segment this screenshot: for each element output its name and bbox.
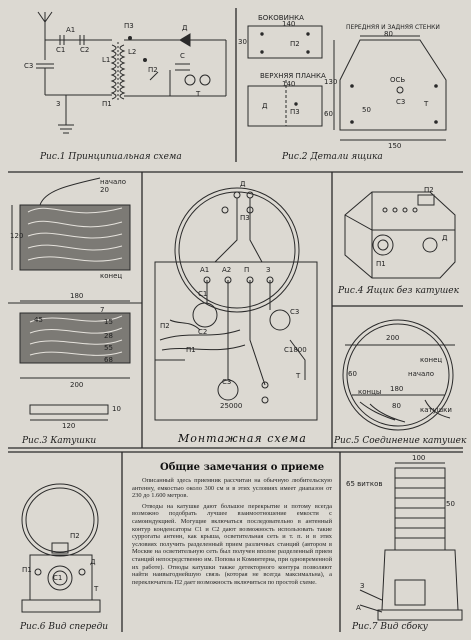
fig6-label-p2: П2 xyxy=(70,532,80,540)
fig4-label-p1: П1 xyxy=(376,260,386,268)
montage-label-p1: П1 xyxy=(186,346,196,354)
montage-label-c1: C1 xyxy=(198,290,208,298)
fig2-dim-60: 60 xyxy=(324,110,333,118)
fig5-dim-60: 60 xyxy=(348,370,357,378)
montage-label-p3: П3 xyxy=(240,214,250,222)
fig6-label-p1: П1 xyxy=(22,566,32,574)
fig5-label-end2: концы xyxy=(358,388,382,396)
fig1-label-a: А1 xyxy=(66,26,76,34)
fig6-label-t: Т xyxy=(94,585,99,593)
fig1-label-t: Т xyxy=(196,90,201,98)
fig1-label-l2: L2 xyxy=(128,48,137,56)
fig5-caption: Рис.5 Соединение катушек xyxy=(334,436,467,446)
fig2-label-top: ВЕРХНЯЯ ПЛАНКА xyxy=(260,72,326,80)
montage-label-d: Д xyxy=(240,180,246,188)
fig3-label-28: 28 xyxy=(104,332,113,340)
fig2-label-axis: ОСЬ xyxy=(390,76,406,84)
montage-caption: Монтажная схема xyxy=(178,432,307,445)
fig2-dim-50: 50 xyxy=(362,106,371,114)
fig5-label-start: начало xyxy=(408,370,435,378)
fig3-label-7: 7 xyxy=(100,306,105,314)
fig6-label-c1: C1 xyxy=(53,574,63,582)
article-paragraph-2: Отводы на катушке дают большое перекрытие и потому всегда возможно подобрать лучшее взаимоотношение емкости с самоиндукцией. Могущие включаться последовательно в антенный контур конденсаторы C1 и C2 дают возможность использовать такие суррогаты антенн, как крыша, осветительная сеть и т. п. и в этих условиях получить разделенный прием различных станций (автором в Москве на осветительную сеть был получен вполне разделенный прием станций непосредственно им. Попова и Коминтерна, при одновременной их работе). Отводы катушки также детекторного контура позволяют найти наивыгоднейшую связь (которая не всегда максимальна), а переключатель П2 дает возможность включиться по простой схеме. xyxy=(132,502,332,586)
fig1-label-l1: L1 xyxy=(102,56,111,64)
fig3-label-200: 200 xyxy=(70,381,84,389)
montage-label-z: З xyxy=(266,266,271,274)
fig1-label-p2: П2 xyxy=(148,66,158,74)
fig1-label-c1: C1 xyxy=(56,46,66,54)
montage-label-c2: C2 xyxy=(198,328,208,336)
fig3-label-68: 68 xyxy=(104,356,113,364)
fig7-label-turns: 65 витков xyxy=(346,480,383,488)
montage-label-c3: C3 xyxy=(290,308,300,316)
fig3-label-55: 55 xyxy=(104,344,113,352)
fig7-label-a: А xyxy=(356,604,361,612)
article-paragraph-1: Описанный здесь приемник рассчитан на обычную любительскую антенну, емкостью около 300 см и в этих условиях имеет диапазон от 230 до 1.600 метров. xyxy=(132,477,332,500)
fig1-label-p3: П3 xyxy=(124,22,134,30)
fig5-dim-80: 80 xyxy=(392,402,401,410)
fig6-label-d: Д xyxy=(90,558,96,566)
montage-label-a2: А2 xyxy=(222,266,232,274)
fig3-label-end: конец xyxy=(100,272,123,280)
fig2-label-front: ПЕРЕДНЯЯ И ЗАДНЯЯ СТЕНКИ xyxy=(346,24,440,31)
fig7-caption: Рис.7 Вид сбоку xyxy=(352,622,428,632)
montage-label-p: П xyxy=(244,266,250,274)
fig3-label-180: 180 xyxy=(70,292,84,300)
fig3-label-10: 10 xyxy=(112,405,121,413)
fig1-label-s: 3 xyxy=(56,100,61,108)
fig1-label-d: Д xyxy=(182,24,188,32)
montage-label-a1: А1 xyxy=(200,266,210,274)
fig3-label-120b: 120 xyxy=(62,422,76,430)
fig1-label-c3: C3 xyxy=(24,62,34,70)
fig1-label-c2: C2 xyxy=(80,46,90,54)
montage-label-p2: П2 xyxy=(160,322,170,330)
fig2-label-p2: П2 xyxy=(290,40,300,48)
fig3-label-120: 120 xyxy=(10,232,24,240)
fig1-label-p1: П1 xyxy=(102,100,112,108)
fig2-dim-150: 150 xyxy=(388,142,402,150)
fig3-label-start: начало xyxy=(100,178,127,186)
fig3-label-20: 20 xyxy=(100,186,109,194)
fig5-dim-180: 180 xyxy=(390,385,404,393)
fig6-caption: Рис.6 Вид спереди xyxy=(20,622,109,632)
fig1-caption: Рис.1 Принципиальная схема xyxy=(40,152,182,162)
fig2-dim-130: 130 xyxy=(324,78,338,86)
fig5-dim-200: 200 xyxy=(386,334,400,342)
fig7-dim-50: 50 xyxy=(446,500,455,508)
fig4-label-p2: П2 xyxy=(424,186,434,194)
fig2-dim-80: 80 xyxy=(384,30,393,38)
fig2-label-c3: C3 xyxy=(396,98,406,106)
fig7-label-p: З xyxy=(360,582,365,590)
fig2-label-t: Т xyxy=(424,100,429,108)
fig2-label-side: БОКОВИНКА xyxy=(258,14,304,22)
fig5-label-leads: катушки xyxy=(420,406,452,414)
fig3-caption: Рис.3 Катушки xyxy=(22,436,97,446)
fig7-dim-100: 100 xyxy=(412,454,426,462)
montage-label-c1800: C1800 xyxy=(284,346,307,354)
fig2-label-d: Д xyxy=(262,102,268,110)
montage-label-c3a: C3 xyxy=(222,378,232,386)
fig2-caption: Рис.2 Детали ящика xyxy=(282,152,383,162)
fig2-dim-140a: 140 xyxy=(282,20,296,28)
fig4-label-d: Д xyxy=(442,234,448,242)
fig2-label-p3: П3 xyxy=(290,108,300,116)
fig5-label-end1: конец xyxy=(420,356,443,364)
montage-label-t: Т xyxy=(296,372,301,380)
article-title: Общие замечания о приеме xyxy=(160,462,325,473)
fig2-dim-30: 30 xyxy=(238,38,247,46)
fig3-label-15: 15 xyxy=(104,318,113,326)
fig3-label-45: 45 xyxy=(34,316,43,324)
article-body xyxy=(132,477,332,589)
montage-label-25000: 25000 xyxy=(220,402,243,410)
fig1-label-c: C xyxy=(180,52,185,60)
fig4-caption: Рис.4 Ящик без катушек xyxy=(338,286,459,296)
fig2-dim-140b: 140 xyxy=(282,80,296,88)
